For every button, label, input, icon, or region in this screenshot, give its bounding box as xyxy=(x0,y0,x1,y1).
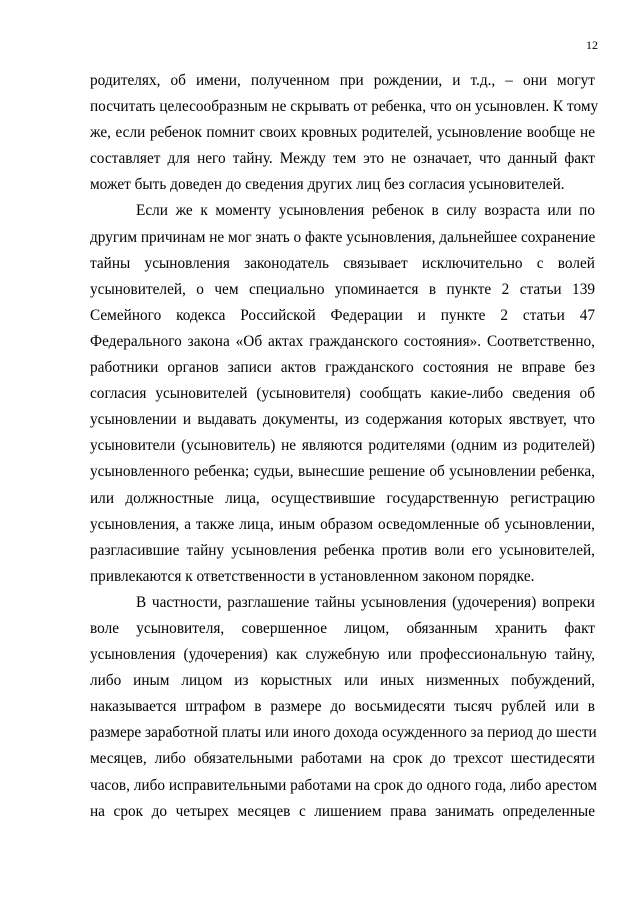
paragraph-2 xyxy=(90,198,595,589)
text-line: либо иным лицом из корыстных или иных низменных побуждений, xyxy=(90,672,595,690)
text-line: Федерального закона «Об актах гражданского состояния». Соответственно, xyxy=(90,332,595,350)
paragraph-1 xyxy=(90,68,599,198)
text-line: В частности, разглашение тайны усыновления (удочерения) вопреки xyxy=(136,593,595,611)
text-line: может быть доведен до сведения других лиц без согласия усыновителей. xyxy=(90,176,565,194)
text-line: или должностные лица, осуществившие государственную регистрацию xyxy=(90,489,595,507)
text-line: согласия усыновителей (усыновителя) сообщать какие-либо сведения об xyxy=(90,385,595,403)
text-line: месяцев, либо обязательными работами на срок до трехсот шестидесяти xyxy=(90,750,595,768)
text-line: размере заработной платы или иного дохода осужденного за период до шести xyxy=(90,724,597,742)
text-line: разгласившие тайну усыновления ребенка против воли его усыновителей, xyxy=(90,541,595,559)
text-line: составляет для него тайну. Между тем это не означает, что данный факт xyxy=(90,150,595,168)
text-line: усыновлении и выдавать документы, из содержания которых явствует, что xyxy=(90,411,595,429)
text-line: работники органов записи актов гражданского состояния не вправе без xyxy=(90,359,595,377)
text-line: часов, либо исправительными работами на срок до одного года, либо арестом xyxy=(90,776,598,794)
text-line: Семейного кодекса Российской Федерации и пункте 2 статьи 47 xyxy=(90,306,595,324)
page-number: 12 xyxy=(586,38,598,52)
text-line: привлекаются к ответственности в установленном законом порядке. xyxy=(90,567,535,585)
text-line: наказывается штрафом в размере до восьмидесяти тысяч рублей или в xyxy=(90,698,595,716)
text-line: усыновленного ребенка; судьи, вынесшие решение об усыновлении ребенка, xyxy=(90,463,595,481)
text-line: родителях, об имени, полученном при рождении, и т.д., – они могут xyxy=(90,72,595,89)
text-line: усыновителей, о чем специально упоминается в пункте 2 статьи 139 xyxy=(90,280,595,298)
text-line: Если же к моменту усыновления ребенок в силу возраста или по xyxy=(136,202,595,220)
body-text xyxy=(90,68,599,825)
text-line: воле усыновителя, совершенное лицом, обязанным хранить факт xyxy=(90,619,595,637)
text-line: усыновления (удочерения) как служебную или профессиональную тайну, xyxy=(90,646,595,664)
text-line: усыновители (усыновитель) не являются родителями (одним из родителей) xyxy=(90,437,595,455)
text-line: же, если ребенок помнит своих кровных родителей, усыновление вообще не xyxy=(90,124,595,142)
text-line: на срок до четырех месяцев с лишением права занимать определенные xyxy=(90,802,595,820)
paragraph-3 xyxy=(90,590,598,825)
text-line: усыновления, а также лица, иным образом осведомленные об усыновлении, xyxy=(90,515,595,533)
text-line: тайны усыновления законодатель связывает исключительно с волей xyxy=(90,254,595,272)
text-line: другим причинам не мог знать о факте усыновления, дальнейшее сохранение xyxy=(90,228,596,246)
text-line: посчитать целесообразным не скрывать от ребенка, что он усыновлен. К тому xyxy=(90,98,599,116)
